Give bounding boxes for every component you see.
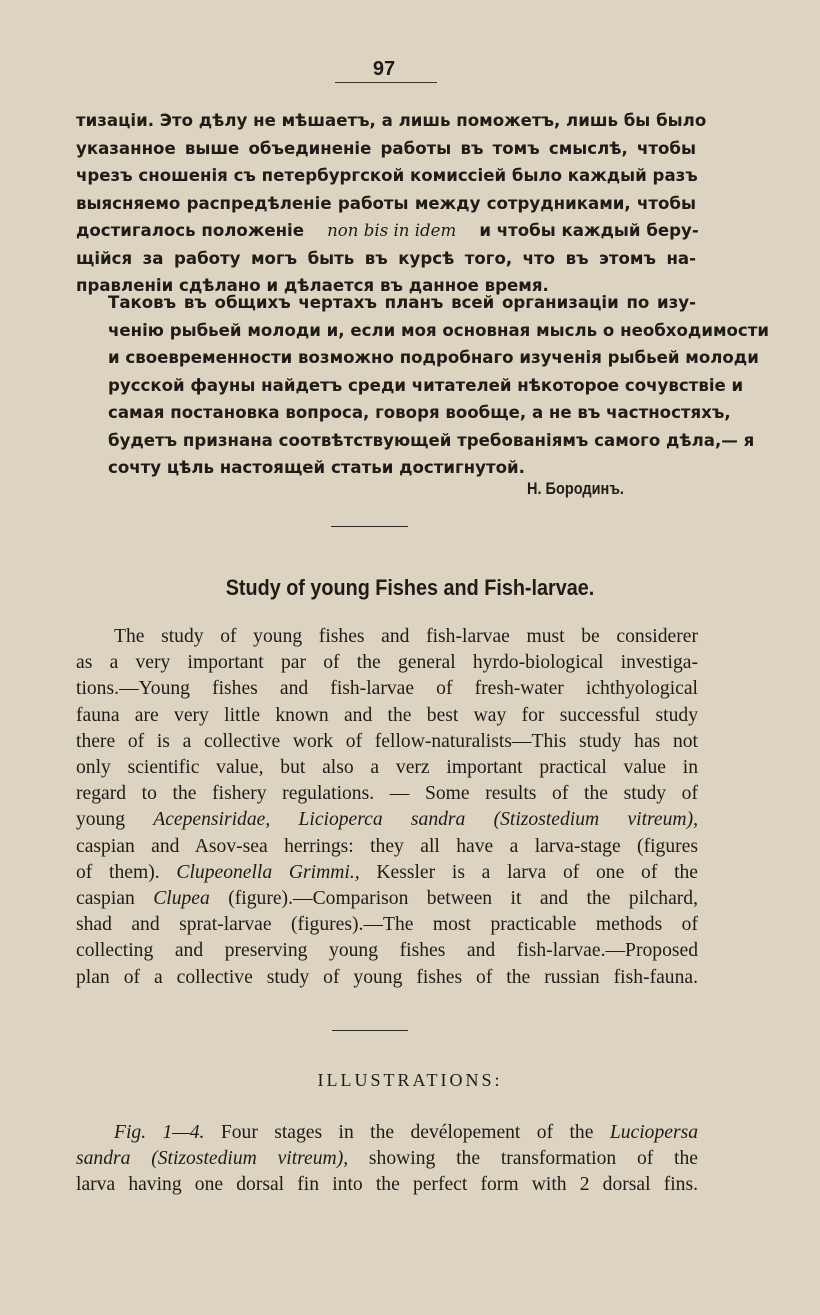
- caption-text: Four stages in the devélopement of the: [220, 1122, 594, 1143]
- ru-line: чрезъ сношенія съ петербургской комиссіей было каждый разъ: [76, 166, 698, 185]
- ru-line: щійся за работу могъ быть въ курсѣ того, что въ этомъ на-: [76, 248, 696, 268]
- en-text: Kessler is a larva of one of the: [376, 861, 699, 883]
- ru-line: тизаціи. Это дѣлу не мѣшаетъ, а лишь поможетъ, лишь бы было: [76, 111, 707, 130]
- illustrations-heading: ILLUSTRATIONS:: [317, 1070, 503, 1090]
- en-line: The study of young fishes and fish-larvae must be considerer: [114, 626, 698, 647]
- russian-paragraph-2: [76, 289, 769, 482]
- caption-line: [76, 1120, 698, 1146]
- ru-line: сочту цѣль настоящей статьи достигнутой.: [108, 458, 525, 477]
- caption-text: showing the transformation of the: [368, 1148, 698, 1170]
- caption-line: [76, 1146, 698, 1172]
- ru-text: и чтобы каждый беру-: [479, 221, 699, 240]
- ru-line-with-latin: [76, 217, 699, 245]
- caption-line: larva having one dorsal fin into the perfect form with 2 dorsal fins.: [76, 1174, 698, 1196]
- page-number: 97: [372, 58, 396, 80]
- page-number-rule: [335, 82, 437, 83]
- species-name: Luciopersa: [609, 1122, 699, 1143]
- en-line: [76, 886, 698, 912]
- ru-line: выясняемо распредѣленіе работы между сотрудниками, чтобы: [76, 193, 696, 213]
- ru-line: будетъ признана соотвѣтствующей требованіямъ самого дѣла,— я: [108, 430, 755, 450]
- ru-line: и своевременности возможно подробнаго изученія рыбьей молоди: [108, 348, 759, 367]
- russian-paragraph-1: [76, 107, 707, 300]
- en-line: [76, 807, 698, 833]
- ru-line: указанное выше объединеніе работы въ томъ смыслѣ, чтобы: [76, 138, 696, 158]
- latin-phrase: non bis in idem: [327, 221, 457, 240]
- species-name: sandra (Stizostedium vitreum),: [76, 1148, 349, 1170]
- en-text: (figure).—Comparison between it and the pilchard,: [228, 888, 698, 910]
- ru-line: русской фауны найдетъ среди читателей нѣкоторое сочувствіе и: [108, 375, 744, 395]
- figure-label: Fig. 1—4.: [114, 1122, 205, 1143]
- section-divider: [331, 526, 408, 527]
- english-title: Study of young Fishes and Fish-larvae.: [225, 575, 595, 600]
- ru-line: ченію рыбьей молоди и, если моя основная мысль о необходимости: [108, 320, 769, 340]
- figure-caption: [76, 1120, 698, 1199]
- en-line: collecting and preserving young fishes and fish-larvae.—Proposed: [76, 940, 698, 962]
- en-text: young: [76, 809, 125, 831]
- english-abstract: [76, 624, 698, 991]
- en-text: of them).: [76, 861, 160, 883]
- ru-line: Таковъ въ общихъ чертахъ планъ всей организаціи по изу-: [108, 293, 696, 312]
- author-signature: Н. Бородинъ.: [527, 480, 624, 498]
- section-divider: [332, 1030, 408, 1031]
- en-line: plan of a collective study of young fishes of the russian fish-fauna.: [76, 966, 698, 988]
- ru-line: самая постановка вопроса, говоря вообще, а не въ частностяхъ,: [108, 403, 731, 422]
- en-line: [76, 860, 698, 886]
- en-line: shad and sprat-larvae (figures).—The most practicable methods of: [76, 914, 698, 936]
- en-line: as a very important par of the general hyrdo-biological investiga-: [76, 652, 698, 674]
- en-line: regard to the fishery regulations. — Some results of the study of: [76, 783, 698, 805]
- en-text: caspian: [76, 888, 135, 910]
- species-name: Clupeonella Grimmi.,: [176, 861, 360, 883]
- en-line: there of is a collective work of fellow-naturalists—This study has not: [76, 730, 698, 752]
- species-name: Clupea: [153, 888, 210, 910]
- en-line: caspian and Asov-sea herrings: they all have a larva-stage (figures: [76, 835, 698, 857]
- species-names: Acepensiridae, Licioperca sandra (Stizostedium vitreum),: [153, 809, 698, 831]
- en-line: only scientific value, but also a verz important practical value in: [76, 757, 698, 779]
- ru-text: достигалось положеніе: [76, 221, 305, 240]
- ru-line: правленіи сдѣлано и дѣлается въ данное время.: [76, 276, 549, 295]
- en-line: fauna are very little known and the best way for successful study: [76, 704, 698, 726]
- en-line: tions.—Young fishes and fish-larvae of fresh-water ichthyological: [76, 678, 698, 700]
